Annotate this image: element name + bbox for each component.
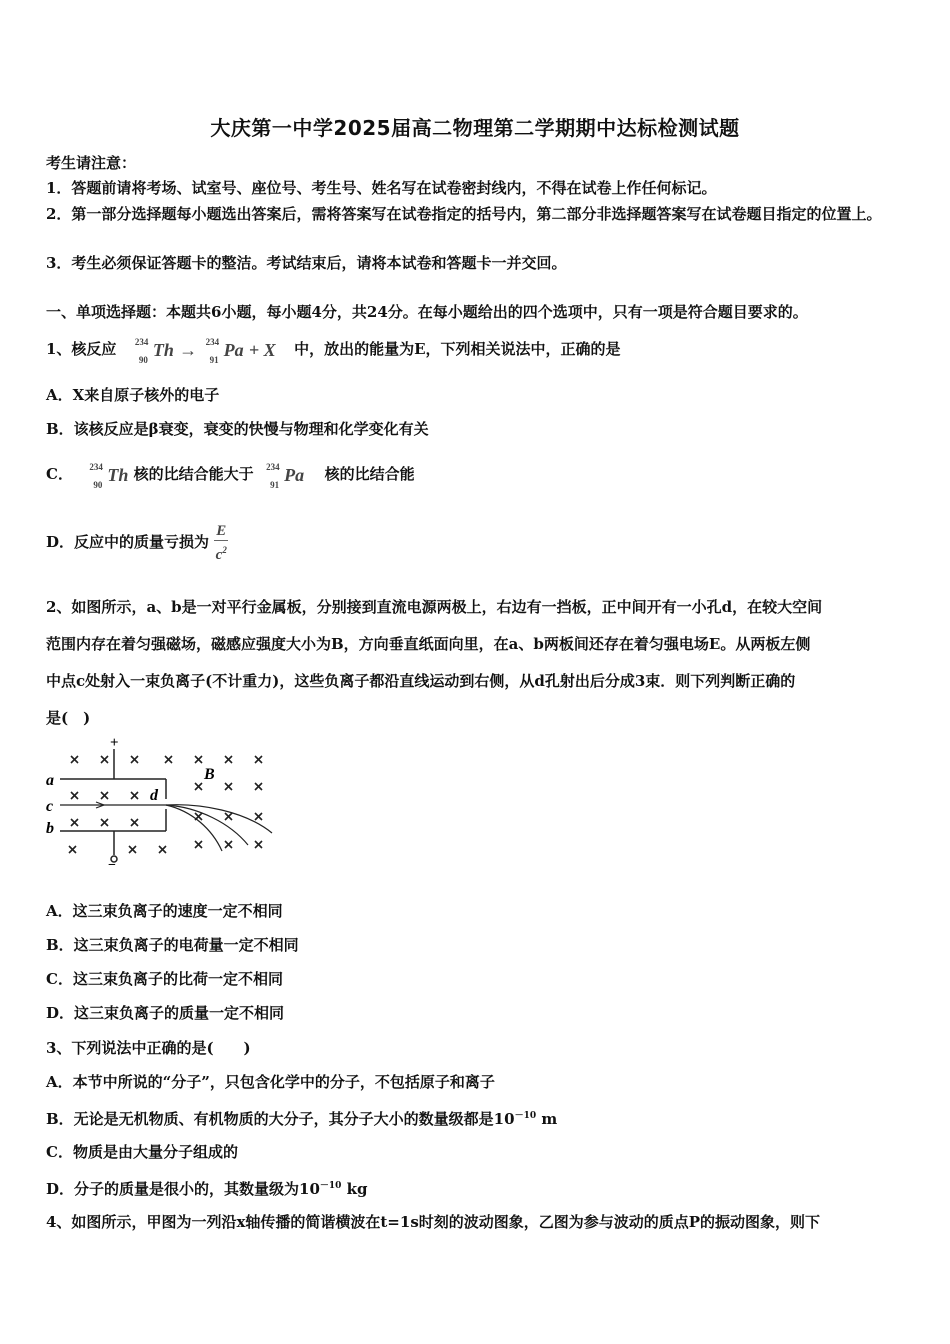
q2-option-c: C．这三束负离子的比荷一定不相同: [46, 970, 283, 988]
q1-stem: [46, 337, 621, 365]
page-title: 大庆第一中学2025届高二物理第二学期期中达标检测试题: [210, 116, 740, 140]
th-nucleus-c: 234 90 Th: [89, 462, 129, 490]
capacitor-magnetic-field-diagram: [40, 737, 280, 867]
notice-item-1: 1．答题前请将考场、试室号、座位号、考生号、姓名写在试卷密封线内，不得在试卷上作任何标记。: [46, 179, 717, 197]
notice-heading: 考生请注意：: [46, 154, 137, 172]
q2-line-2: 范围内存在着匀强磁场，磁感应强度大小为B，方向垂直纸面向里，在a、b两板间还存在着匀强电场E。从两板左侧: [46, 635, 811, 653]
section-heading: 一、单项选择题：本题共6小题，每小题4分，共24分。在每小题给出的四个选项中，只有一项是符合题目要求的。: [46, 303, 808, 321]
q3-option-c: C．物质是由大量分子组成的: [46, 1143, 238, 1161]
cross-row-4: [69, 841, 262, 853]
mass-defect-fraction: $\frac{E}{c^2}$: [215, 523, 227, 563]
label-d: d: [150, 787, 158, 804]
pa-nucleus-c: 234 91 Pa: [266, 462, 305, 490]
q3-option-a: A．本节中所说的“分子”，只包含化学中的分子，不包括原子和离子: [46, 1073, 495, 1091]
label-B: B: [204, 766, 215, 783]
q2-option-d: D．这三束负离子的质量一定不相同: [46, 1004, 285, 1022]
reaction-arrow: →: [179, 340, 198, 360]
cross-row-1: [71, 756, 262, 763]
q3-option-d: D．分子的质量是很小的，其数量级为$10^{-10}$ kg: [46, 1180, 368, 1198]
x-particle: + X: [248, 340, 276, 360]
q3-option-b: B．无论是无机物质、有机物质的大分子，其分子大小的数量级都是$10^{-10}$ m: [46, 1110, 558, 1128]
q2-line-4: 是( ): [46, 709, 91, 727]
q1-prefix: 1、核反应: [46, 340, 117, 358]
label-plus: +: [110, 737, 119, 751]
label-a: a: [46, 772, 54, 789]
label-minus: −: [108, 858, 116, 867]
q1-option-c: C． 234 90 Th 核的比结合能大于 234 91 Pa 核的比结合能: [46, 462, 415, 490]
q2-line-1: 2、如图所示，a、b是一对平行金属板，分别接到直流电源两极上，右边有一挡板，正中间开有一小孔d，在较大空间: [46, 598, 823, 616]
q1-option-d: D．反应中的质量亏损为 $\frac{E}{c^2}$: [46, 523, 227, 563]
th-nucleus: 234 90 Th: [134, 337, 174, 365]
q3-stem: 3、下列说法中正确的是( ): [46, 1039, 251, 1057]
q1-suffix: 中，放出的能量为E，下列相关说法中，正确的是: [294, 340, 621, 358]
q2-line-3: 中点c处射入一束负离子(不计重力)，这些负离子都沿直线运动到右侧，从d孔射出后分成3束．则下列判断正确的: [46, 672, 796, 690]
label-c: c: [46, 798, 54, 815]
notice-item-3: 3．考生必须保证答题卡的整洁。考试结束后，请将本试卷和答题卡一并交回。: [46, 254, 567, 272]
q1-option-a: A．X来自原子核外的电子: [46, 386, 220, 404]
q2-option-a: A．这三束负离子的速度一定不相同: [46, 902, 283, 920]
q4-stem: 4、如图所示，甲图为一列沿x轴传播的简谐横波在t=1s时刻的波动图象，乙图为参与波动的质点P的振动图象，则下: [46, 1213, 821, 1231]
notice-item-2: 2．第一部分选择题每小题选出答案后，需将答案写在试卷指定的括号内，第二部分非选择题答案写在试卷题目指定的位置上。: [46, 205, 882, 223]
pa-nucleus: 234 91 Pa: [205, 337, 244, 365]
q2-option-b: B．这三束负离子的电荷量一定不相同: [46, 936, 299, 954]
q1-option-b: B．该核反应是β衰变，衰变的快慢与物理和化学变化有关: [46, 420, 429, 438]
label-b: b: [46, 820, 54, 837]
